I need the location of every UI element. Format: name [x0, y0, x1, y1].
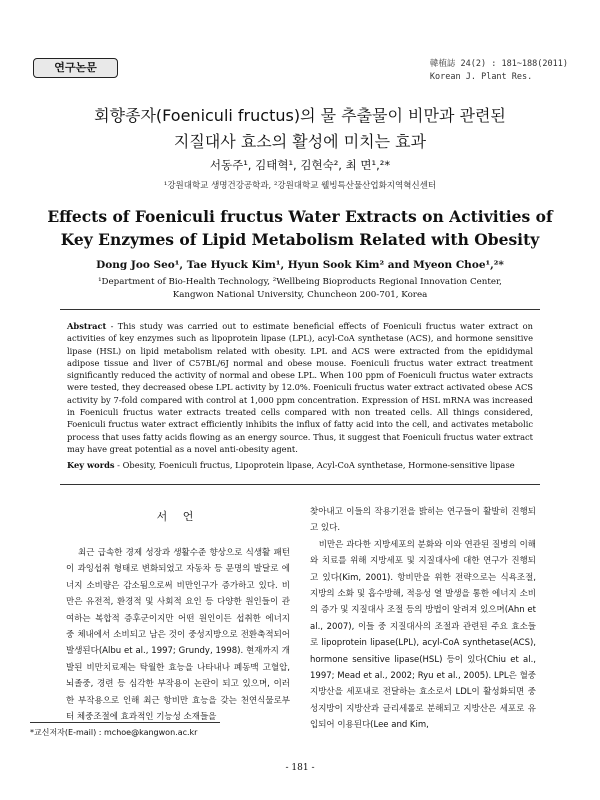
journal-name: Korean J. Plant Res.	[429, 72, 533, 82]
keywords-label: Key words	[67, 460, 115, 470]
korean-title-line2: 지질대사 효소의 활성에 미치는 효과	[173, 132, 427, 151]
section-heading-introduction: 서 언	[156, 510, 200, 523]
english-affiliations	[0, 276, 600, 301]
article-type-badge: 연구논문	[33, 58, 118, 78]
corresponding-author-footnote: *교신저자(E-mail) : mchoe@kangwon.ac.kr	[30, 728, 198, 737]
journal-volume: 韓植誌 24(2) : 181~188(2011)	[429, 59, 568, 69]
korean-affiliations: ¹강원대학교 생명건강공학과, ²강원대학교 웰빙특산물산업화지역혁신센터	[163, 181, 437, 191]
footnote-rule	[30, 722, 220, 723]
english-title: Effects of Foeniculi fructus Water Extracts on Activities of Key Enzymes of Lipid Metabolism Related with Obesity	[47, 207, 553, 249]
keywords-bottom-rule	[60, 484, 540, 485]
abstract	[67, 320, 533, 455]
page-number: - 181 -	[285, 763, 315, 773]
abstract-top-rule	[60, 309, 540, 310]
intro-right-column: 찾아내고 이들의 작용기전을 밝히는 연구들이 활발히 진행되고 있다. 비만은 과다한 지방세포의 분화와 이와 연관된 질병의 이해와 치료를 위해 지방세포 및 지질대사에 대한 연구가 진행되고 있다(Kim, 2001). 항비만을 위한 전략으로는 식욕조절, 지방의 소화 및 흡수방해, 적응성 열 발생을 통한 에너지 소비의 증가 및 지질대사 조절 등의 방법이 알려져 있으며(Ahn et al., 2007), 이들 중 지질대사의 조절과 관련된 주요 효소들로 lipoprotein lipase(LPL), acyl-CoA synthetase(ACS), hormone sensitive lipase(HSL) 등이 있다(Chiu et al., 1997; Mead et al., 2002; Ryu et al., 2005). LPL은 혈중 지방산을 세포내로 전달하는 효소로서 LDL이 활성화되면 중성지방이 지방산과 글리세롤로 분해되고 지방산은 세포로 유입되어 이용된다(Lee and Kim,	[310, 507, 536, 731]
journal-citation	[430, 58, 568, 84]
english-affil-line1: ¹Department of Bio-Health Technology, ²Wellbeing Bioproducts Regional Innovation Center,	[98, 277, 502, 287]
abstract-label: Abstract	[67, 321, 107, 331]
abstract-text: - This study was carried out to estimate beneficial effects of Foeniculi fructus water extract on activities of key enzymes such as lipoprotein lipase (LPL), acyl-CoA synthetase (ACS), and hormone sensitive lipase (HSL) on lipid metabolism related with obesity. LPL and ACS were extracted from the epididymal adipose tissue and liver of C57BL/6J normal and obese mouse. Foeniculi fructus water extract treatment significantly reduced the activity of normal and obese LPL. When 100 ppm of Foeniculi fructus water extracts were tested, they decreased obese LPL activity by 12.0%. Foeniculi fructus water extract activated obese ACS activity by 7-fold compared with control at 1,000 ppm concentration. Expression of HSL mRNA was increased in Foeniculi fructus water extracts treated cells compared with non treated cells. All things considered, Foeniculi fructus water extract efficiently inhibits the influx of fatty acid into the cell, and activates metabolic process that uses fatty acids flowing as an energy source. Thus, it suggest that Foeniculi fructus water extract may have great potential as a novel anti-obesity agent.	[67, 321, 533, 454]
keywords	[67, 459, 533, 471]
english-affil-line2: Kangwon National University, Chuncheon 200-701, Korea	[172, 289, 428, 300]
korean-title-line1: 회향종자(Foeniculi fructus)의 물 추출물이 비만과 관련된	[94, 106, 506, 125]
korean-title	[0, 103, 600, 155]
keywords-text: - Obesity, Foeniculi fructus, Lipoprotein lipase, Acyl-CoA synthetase, Hormone-sensitive lipase	[114, 460, 515, 470]
intro-left-column: 최근 급속한 경제 성장과 생활수준 향상으로 식생활 패턴이 과잉섭취 형태로 변화되었고 자동차 등 문명의 발달로 에너지 소비량은 감소됨으로써 비만인구가 증가하고 있다. 비만은 유전적, 환경적 및 사회적 요인 등 다양한 원인들이 관여하는 복합적 증후군이지만 어떤 원인이든 섭취한 에너지 중 체내에서 소비되고 남은 것이 중성지방으로 전환축적되어 발생된다(Albu et al., 1997; Grundy, 1998). 현재까지 개발된 비만치료제는 탁월한 효능을 나타내나 폐동맥 고혈압, 뇌졸중, 경련 등 심각한 부작용이 논란이 되고 있으며, 이러한 부작용으로 인해 최근 항비만 효능을 갖는 천연식물로부터 체중조절에 효과적인 기능성 소재들을	[66, 548, 290, 723]
english-authors: Dong Joo Seo¹, Tae Hyuck Kim¹, Hyun Sook Kim² and Myeon Choe¹,²*	[96, 259, 504, 271]
korean-authors: 서동주¹, 김태혁¹, 김현숙², 최 면¹,²*	[209, 158, 391, 172]
